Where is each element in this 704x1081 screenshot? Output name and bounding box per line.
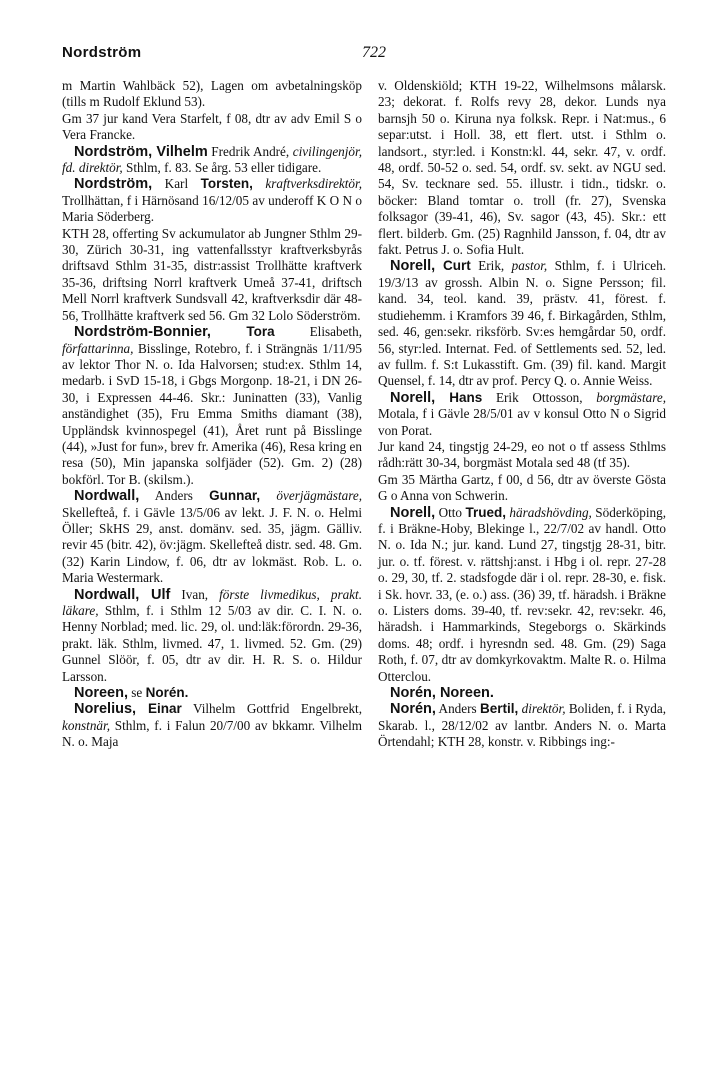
entry-occupation: pastor, — [504, 258, 548, 274]
entry-occupation: borgmästare, — [582, 389, 666, 405]
entry-given-names: se — [128, 685, 146, 701]
entry-text — [378, 439, 666, 472]
entry-given-name-bold: Gunnar, — [209, 488, 261, 504]
entry-text — [62, 78, 362, 111]
left-column — [62, 78, 362, 751]
entry-body: Gm 35 Märtha Gartz, f 00, d 56, dtr av överste Gösta G o Anna von Schwerin. — [378, 471, 666, 504]
entry-text — [378, 472, 666, 505]
entry-body: Trollhättan, f i Härnösand 16/12/05 av underoff K O N o Maria Söderberg. — [62, 192, 362, 225]
biography-entry — [378, 685, 666, 701]
entry-headword: Noreen, — [74, 685, 128, 702]
biography-entry — [62, 324, 362, 488]
entry-occupation: kraftverksdirektör, — [252, 176, 362, 192]
running-head-surname: Nordström — [62, 44, 142, 61]
entry-body: m Martin Wahlbäck 52), Lagen om avbetalningsköp (tills m Rudolf Eklund 53). — [62, 78, 362, 110]
entry-given-name-bold: Tora — [210, 324, 275, 340]
entry-headword: Nordwall, Ulf — [74, 586, 171, 603]
entry-body: Sthlm, f. i Sthlm 12 5/03 av dir. C. I. N. o. Henny Norblad; med. lic. 29, ol. und:läk:förordn. 29-36, prakt. läk. Sthlm, livmed. 47, 1. livmed. 52. Gm. (29) Gunnel Slöör, f. 05, dtr av dir. H. R. S. o. Hildur Larsson. — [62, 603, 362, 684]
entry-body: KTH 28, offerting Sv ackumulator ab Jungner Sthlm 29-30, Zürich 30-31, ing vattenfallsstyr kraftverksbyrås driftsavd Sthlm 31-35, distr:assist Trollhätte kraftverk 35-36, driftsing Norrl kraftverk Umeå 37-41, driftsch Mell Norrl kraftverk Sundsvall 42, kraftverksdir där 48-56, Trollhätte kraftverk sed 56. Gm 32 Lolo Söderström. — [62, 225, 362, 323]
entry-body: Jur kand 24, tingstjg 24-29, eo not o tf assess Sthlms rådh:rätt 30-34, borgmäst Motala sed 48 (tf 35). — [378, 438, 666, 471]
entry-given-name-bold: Bertil, — [480, 701, 519, 717]
entry-headword: Norén, — [390, 701, 436, 718]
entry-given-names: Erik Ottosson, — [482, 389, 583, 405]
entry-headword: Norell, — [390, 389, 436, 406]
entry-given-name-bold: Hans — [435, 389, 483, 405]
entry-body: Motala, f i Gävle 28/5/01 av v konsul Otto N o Sigrid von Porat. — [378, 406, 666, 438]
entry-headword: Nordström, — [74, 176, 153, 193]
entry-given-name-bold: Einar — [136, 701, 182, 717]
entry-given-names: Anders — [139, 488, 210, 504]
entry-occupation: författarinna, — [62, 340, 134, 356]
biography-entry — [378, 390, 666, 439]
biography-entry — [62, 701, 362, 750]
running-head — [62, 44, 662, 68]
entry-text — [62, 111, 362, 144]
entry-occupation: civilingenjör, fd. direktör, — [62, 143, 362, 176]
entry-given-names: Anders — [435, 701, 481, 717]
entry-headword: Nordström-Bonnier, — [74, 324, 211, 341]
entry-headword: Norell, — [390, 258, 436, 275]
entry-occupation: förste livmedikus, prakt. läkare, — [62, 586, 362, 618]
entry-body: Boliden, f. i Ryda, Skarab. l., 28/12/02 av lantbr. Anders N. o. Marta Örtendahl; KTH 28, konstr. v. Ribbings ing:- — [378, 701, 666, 750]
entry-headword: Norén, Noreen. — [390, 685, 494, 702]
entry-headword: Norelius, — [74, 701, 137, 718]
entry-given-name-bold: Torsten, — [200, 176, 253, 192]
entry-given-names: Erik, — [470, 258, 505, 274]
entry-given-name-bold: Curt — [435, 258, 471, 274]
biography-entry — [378, 505, 666, 685]
entry-occupation: konstnär, — [62, 717, 110, 733]
entry-given-names: Fredrik André, — [207, 143, 290, 159]
entry-body: Sthlm, f. 83. Se årg. 53 eller tidigare. — [122, 160, 322, 176]
entry-given-names: Ivan, — [170, 586, 209, 602]
entry-given-names: Elisabeth, — [274, 324, 362, 340]
entry-body: Skellefteå, f. i Gävle 13/5/06 av lekt. J. F. N. o. Helmi Öller; SkHS 29, anst. domänv. sed. 35, jägm. Gälliv. revir 45 (bitr. 42), öv:jägm. Skellefteå distr. sed. 48. Gm. (32) Karin Lindow, f. 06, dtr av lokmäst. Rob. L. o. Maria Westermark. — [62, 504, 362, 586]
page-number: 722 — [362, 44, 386, 61]
entry-body: v. Oldenskiöld; KTH 19-22, Wilhelmsons målarsk. 23; dekorat. f. Rolfs revy 28, dekor. Lunds nya barnsjh 50 o. Kiruna nya folksk. Repr. i Nat:mus., 6 separ:utst. i Holl. 38, ett flert. utst. i Sthlm o. landsort., styr:led. i Konstn:kl. 44, sekr. 47, v. ordf. 48, ordf. 50-52 o. sed. 54, ordf. sv. sekt. av NGU sed. 54, Sv. tecknare sed. 55. illustr. i tidn., tidskr. o. böcker: Bland tomtar o. troll (fr. 27), Svenska folksagor (39-41, 46), Sv. sagor (43, 45). Skr.: ett flert. bilderb. Gm. (25) Ragnhild Jansson, f. 04, dtr av fakt. Petrus J. o. Sofia Hult. — [378, 78, 666, 258]
entry-given-name-bold: Trued, — [465, 504, 506, 520]
biography-entry — [378, 258, 666, 389]
entry-headword: Norell, — [390, 504, 436, 521]
right-column — [378, 78, 666, 751]
entry-body: Bisslinge, Rotebro, f. i Strängnäs 1/11/95 av lektor Thor N. o. Ida Halvorsen; stud:ex. Sthlm 14, medarb. i SvD 15-18, i Gbgs Morgonp. 18-21, i DN 26-30, i Expressen 44-46. Skr.: Juninatten (33), Vanlig anständighet (35), Fru Emma Smiths diamant (38), Uppländsk kvinnospegel (41), Året runt på Bisslinge (44), »Just for fun», brev fr. Amerika (46), Resa kring en resa (50), Min japanska solfjäder (52). Gm. 2) (28) bokförl. Tor B. (skilsm.). — [62, 340, 362, 487]
entry-headword: Nordwall, — [74, 488, 140, 505]
entry-body: Sthlm, f. i Falun 20/7/00 av bkkamr. Vilhelm N. o. Maja — [62, 717, 362, 750]
entry-headword: Nordström, Vilhelm — [74, 143, 208, 160]
entry-given-names: Vilhelm Gottfrid Engelbrekt, — [181, 701, 363, 717]
entry-body: Söderköping, f. i Bräkne-Hoby, Blekinge l., 22/7/02 av handl. Otto N. o. Ida N.; jur. kand. Lund 27, tingstjg 28-31, bitr. jur. o. tf. förest. v. rättshj:anst. i Hbg i ol. repr. 27-28 o. 29, 30, tf. 2. stadsfogde där i ol. repr. 28-30, e. fisk. i Sk. hovr. 33, (e. o.) ass. (36) 39, tf. häradsh. i Bräkne o. Listers doms. 39-40, tf. rev:sekr. 42, rev:sekr. 46, häradsh. i Hammarkinds, Stegeborgs o. Skärkinds doms. 48; ordf. i hyresndn sed. 48. Gm. (29) Saga Roth, f. 07, dtr av domkyrkovaktm. Malte R. o. Hilma Otterclou. — [378, 504, 667, 684]
entry-text — [378, 78, 666, 258]
biography-entry — [62, 488, 362, 586]
biography-entry — [62, 587, 362, 685]
biography-entry — [378, 701, 666, 750]
entry-occupation: häradshövding, — [505, 504, 592, 520]
entry-given-names: Karl — [152, 176, 201, 192]
entry-body: Sthlm, f. i Ulriceh. 19/3/13 av grossh. Albin N. o. Signe Persson; fil. kand. 34, teol. kand. 39, prästv. 41, förest. f. studiehemm. i Kramfors 39 46, f. Birkagården, Sthlm, sed. 46, gen:sekr. riksförb. Sv:es hemgårdar 50, ordf. 56, styr:led. Internat. Fed. of Settlements sed. 52, led. av fullm. f. S:t Lukasstift. Gm. (39) fil. kand. Margit Quensel, f. 14, dtr av prof. Percy Q. o. Annie Weiss. — [378, 258, 667, 389]
entry-body: Gm 37 jur kand Vera Starfelt, f 08, dtr av adv Emil S o Vera Francke. — [62, 110, 362, 143]
entry-occupation: direktör, — [518, 701, 566, 717]
entry-given-name-bold: Norén. — [145, 685, 189, 701]
entry-text — [62, 226, 362, 324]
biography-entry — [62, 685, 362, 701]
biography-entry — [62, 176, 362, 225]
biography-entry — [62, 144, 362, 177]
entry-given-names: Otto — [435, 504, 466, 520]
entry-occupation: överjägmästare, — [260, 488, 362, 504]
